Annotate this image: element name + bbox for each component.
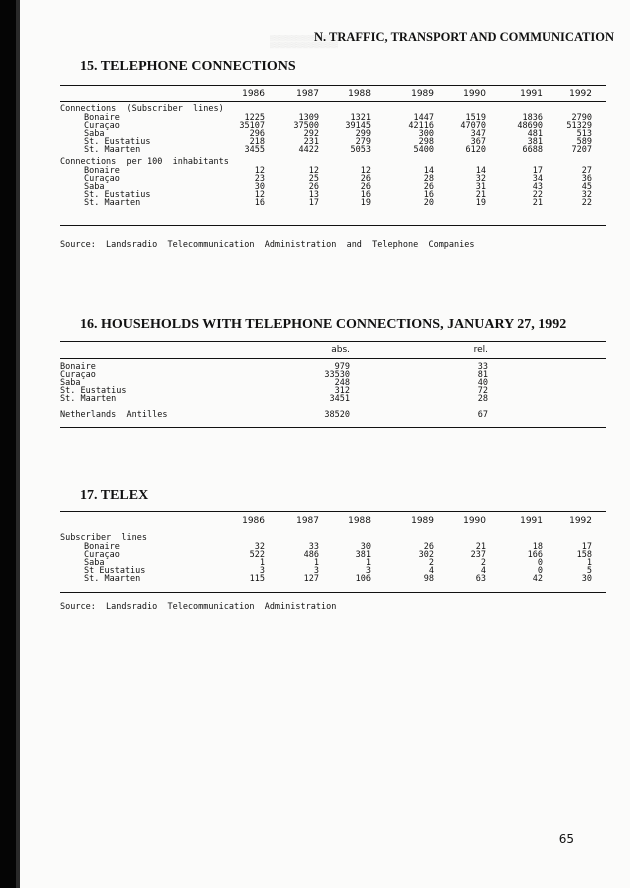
table-cell: 28 (477, 394, 488, 404)
bleed-through-decoration: ▒▒▒▒▒▒▒▒ (270, 34, 339, 48)
table-cell: 34 (532, 174, 543, 184)
table-cell: 33 (477, 362, 488, 372)
table-cell: 6688 (522, 145, 543, 155)
table-cell: 16 (254, 198, 265, 208)
table-cell: 4 (428, 566, 434, 576)
table-17-group-label: Subscriber lines (60, 533, 147, 543)
table-15-group-label: Connections (Subscriber lines) (60, 104, 224, 114)
table-cell: 26 (360, 174, 371, 184)
row-label: St. Eustatius (84, 190, 151, 200)
table-cell: 67 (477, 410, 488, 420)
row-label: St. Maarten (84, 198, 141, 208)
table-cell: 38520 (324, 410, 350, 420)
table-15 (60, 90, 606, 220)
table-total-row (60, 411, 606, 419)
table-16-abs-header: abs. (331, 345, 350, 355)
table-17-year-header: 1987 (296, 516, 319, 526)
table-row (60, 551, 606, 559)
table-row (60, 175, 606, 183)
table-cell: 16 (360, 190, 371, 200)
table-cell: 218 (249, 137, 265, 147)
table-cell: 39145 (345, 121, 371, 131)
table-row (60, 167, 606, 175)
table-15-year-header: 1989 (411, 89, 434, 99)
table-cell: 312 (334, 386, 350, 396)
table-16-rel-header: rel. (473, 345, 488, 355)
table-cell: 3451 (329, 394, 350, 404)
table-cell: 33530 (324, 370, 350, 380)
table-cell: 0 (537, 558, 543, 568)
table-15-title: 15. TELEPHONE CONNECTIONS (80, 59, 296, 74)
table-cell: 381 (355, 550, 371, 560)
table-cell: 166 (527, 550, 543, 560)
table-cell: 20 (423, 198, 434, 208)
table-cell: 37500 (293, 121, 319, 131)
table-17-top-rule (60, 511, 606, 512)
table-cell: 17 (308, 198, 319, 208)
table-cell: 33 (308, 542, 319, 552)
table-cell: 231 (303, 137, 319, 147)
table-cell: 32 (581, 190, 592, 200)
table-cell: 13 (308, 190, 319, 200)
row-label: Curaçao (84, 174, 120, 184)
table-cell: 292 (303, 129, 319, 139)
table-cell: 3455 (244, 145, 265, 155)
table-cell: 30 (254, 182, 265, 192)
table-15-bottom-rule (60, 225, 606, 226)
table-row (60, 191, 606, 199)
table-15-header-rule (60, 101, 606, 102)
table-cell: 19 (360, 198, 371, 208)
table-row (60, 575, 606, 583)
table-cell: 22 (581, 198, 592, 208)
table-cell: 115 (249, 574, 265, 584)
row-label: St. Eustatius (60, 386, 127, 396)
table-cell: 1225 (244, 113, 265, 123)
table-cell: 106 (355, 574, 371, 584)
row-label: St. Maarten (84, 145, 141, 155)
table-17-title: 17. TELEX (80, 488, 149, 503)
table-17-bottom-rule (60, 592, 606, 593)
table-cell: 1309 (298, 113, 319, 123)
table-cell: 1 (313, 558, 319, 568)
table-cell: 42116 (408, 121, 434, 131)
row-label: St. Maarten (84, 574, 141, 584)
table-cell: 25 (308, 174, 319, 184)
chapter-header: N. TRAFFIC, TRANSPORT AND COMMUNICATION (313, 30, 614, 44)
row-label: Saba (84, 129, 105, 139)
row-label: Saba (84, 182, 105, 192)
table-cell: 12 (308, 166, 319, 176)
table-cell: 31 (475, 182, 486, 192)
table-cell: 1 (259, 558, 265, 568)
table-cell: 381 (527, 137, 543, 147)
table-cell: 36 (581, 174, 592, 184)
table-cell: 98 (423, 574, 434, 584)
table-cell: 14 (423, 166, 434, 176)
table-15-year-header: 1987 (296, 89, 319, 99)
table-17-year-header: 1990 (463, 516, 486, 526)
table-cell: 248 (334, 378, 350, 388)
table-row (60, 543, 606, 551)
table-cell: 4 (480, 566, 486, 576)
document-page (20, 0, 630, 888)
table-cell: 513 (576, 129, 592, 139)
table-cell: 5400 (413, 145, 434, 155)
table-17-year-header: 1992 (569, 516, 592, 526)
table-cell: 16 (423, 190, 434, 200)
table-16 (60, 346, 606, 426)
table-cell: 26 (360, 182, 371, 192)
table-cell: 299 (355, 129, 371, 139)
table-cell: 367 (470, 137, 486, 147)
table-cell: 522 (249, 550, 265, 560)
table-cell: 1321 (350, 113, 371, 123)
table-cell: 30 (581, 574, 592, 584)
table-15-year-header: 1992 (569, 89, 592, 99)
table-cell: 296 (249, 129, 265, 139)
table-15-year-header: 1990 (463, 89, 486, 99)
table-15-source: Source: Landsradio Telecommunication Administration and Telephone Companies (60, 240, 475, 250)
table-cell: 3 (365, 566, 371, 576)
table-cell: 1447 (413, 113, 434, 123)
table-cell: 5053 (350, 145, 371, 155)
table-17-year-header: 1986 (242, 516, 265, 526)
table-cell: 18 (532, 542, 543, 552)
table-cell: 589 (576, 137, 592, 147)
table-row (60, 567, 606, 575)
table-16-title: 16. HOUSEHOLDS WITH TELEPHONE CONNECTIONS, JANUARY 27, 1992 (80, 317, 567, 332)
table-cell: 40 (477, 378, 488, 388)
table-cell: 158 (576, 550, 592, 560)
table-row (60, 379, 606, 387)
table-row (60, 146, 606, 154)
table-cell: 7207 (571, 145, 592, 155)
table-15-year-header: 1991 (520, 89, 543, 99)
table-cell: 2790 (571, 113, 592, 123)
table-cell: 30 (360, 542, 371, 552)
table-cell: 32 (254, 542, 265, 552)
table-cell: 48690 (517, 121, 543, 131)
table-cell: 237 (470, 550, 486, 560)
row-label: St. Maarten (60, 394, 117, 404)
row-label: Curaçao (84, 550, 120, 560)
table-row (60, 395, 606, 403)
table-cell: 17 (581, 542, 592, 552)
table-cell: 51329 (566, 121, 592, 131)
table-cell: 298 (418, 137, 434, 147)
table-cell: 1 (365, 558, 371, 568)
table-cell: 14 (475, 166, 486, 176)
table-cell: 19 (475, 198, 486, 208)
table-cell: 300 (418, 129, 434, 139)
table-16-bottom-rule (60, 427, 606, 428)
table-15-top-rule (60, 85, 606, 86)
table-cell: 63 (475, 574, 486, 584)
table-cell: 32 (475, 174, 486, 184)
table-17 (60, 517, 606, 592)
table-cell: 5 (586, 566, 592, 576)
table-cell: 72 (477, 386, 488, 396)
table-cell: 47070 (460, 121, 486, 131)
table-cell: 1519 (465, 113, 486, 123)
table-cell: 23 (254, 174, 265, 184)
table-cell: 481 (527, 129, 543, 139)
row-label: Saba (84, 558, 105, 568)
table-cell: 12 (254, 190, 265, 200)
table-cell: 17 (532, 166, 543, 176)
table-cell: 28 (423, 174, 434, 184)
row-label: Bonaire (60, 362, 96, 372)
table-cell: 127 (303, 574, 319, 584)
table-cell: 21 (475, 190, 486, 200)
row-label: Curaçao (84, 121, 120, 131)
table-cell: 21 (475, 542, 486, 552)
row-label: St. Eustatius (84, 137, 151, 147)
table-cell: 12 (360, 166, 371, 176)
table-16-top-rule (60, 341, 606, 342)
table-cell: 486 (303, 550, 319, 560)
table-cell: 12 (254, 166, 265, 176)
table-cell: 26 (423, 182, 434, 192)
table-17-year-header: 1991 (520, 516, 543, 526)
table-row (60, 199, 606, 207)
table-cell: 81 (477, 370, 488, 380)
table-cell: 21 (532, 198, 543, 208)
row-label: Curaçao (60, 370, 96, 380)
table-cell: 4422 (298, 145, 319, 155)
table-cell: 26 (308, 182, 319, 192)
table-cell: 1 (586, 558, 592, 568)
row-label: St Eustatius (84, 566, 146, 576)
table-15-year-header: 1986 (242, 89, 265, 99)
table-cell: 43 (532, 182, 543, 192)
table-cell: 35107 (239, 121, 265, 131)
table-17-source: Source: Landsradio Telecommunication Administration (60, 602, 337, 612)
table-row (60, 371, 606, 379)
table-cell: 279 (355, 137, 371, 147)
table-cell: 2 (480, 558, 486, 568)
table-cell: 6120 (465, 145, 486, 155)
table-15-group-label: Connections per 100 inhabitants (60, 157, 229, 167)
table-cell: 1836 (522, 113, 543, 123)
row-label: Bonaire (84, 166, 120, 176)
table-17-year-header: 1989 (411, 516, 434, 526)
page-number: 65 (558, 832, 574, 846)
table-cell: 347 (470, 129, 486, 139)
row-label: Bonaire (84, 542, 120, 552)
table-cell: 0 (537, 566, 543, 576)
table-cell: 3 (313, 566, 319, 576)
table-cell: 302 (418, 550, 434, 560)
table-cell: 2 (428, 558, 434, 568)
table-cell: 42 (532, 574, 543, 584)
table-17-year-header: 1988 (348, 516, 371, 526)
row-label: Bonaire (84, 113, 120, 123)
scan-binding-edge (0, 0, 16, 888)
table-cell: 3 (259, 566, 265, 576)
table-cell: 45 (581, 182, 592, 192)
table-cell: 979 (334, 362, 350, 372)
row-label: Netherlands Antilles (60, 410, 168, 420)
table-15-year-header: 1988 (348, 89, 371, 99)
row-label: Saba (60, 378, 81, 388)
table-cell: 26 (423, 542, 434, 552)
table-cell: 22 (532, 190, 543, 200)
table-cell: 27 (581, 166, 592, 176)
table-row (60, 122, 606, 130)
